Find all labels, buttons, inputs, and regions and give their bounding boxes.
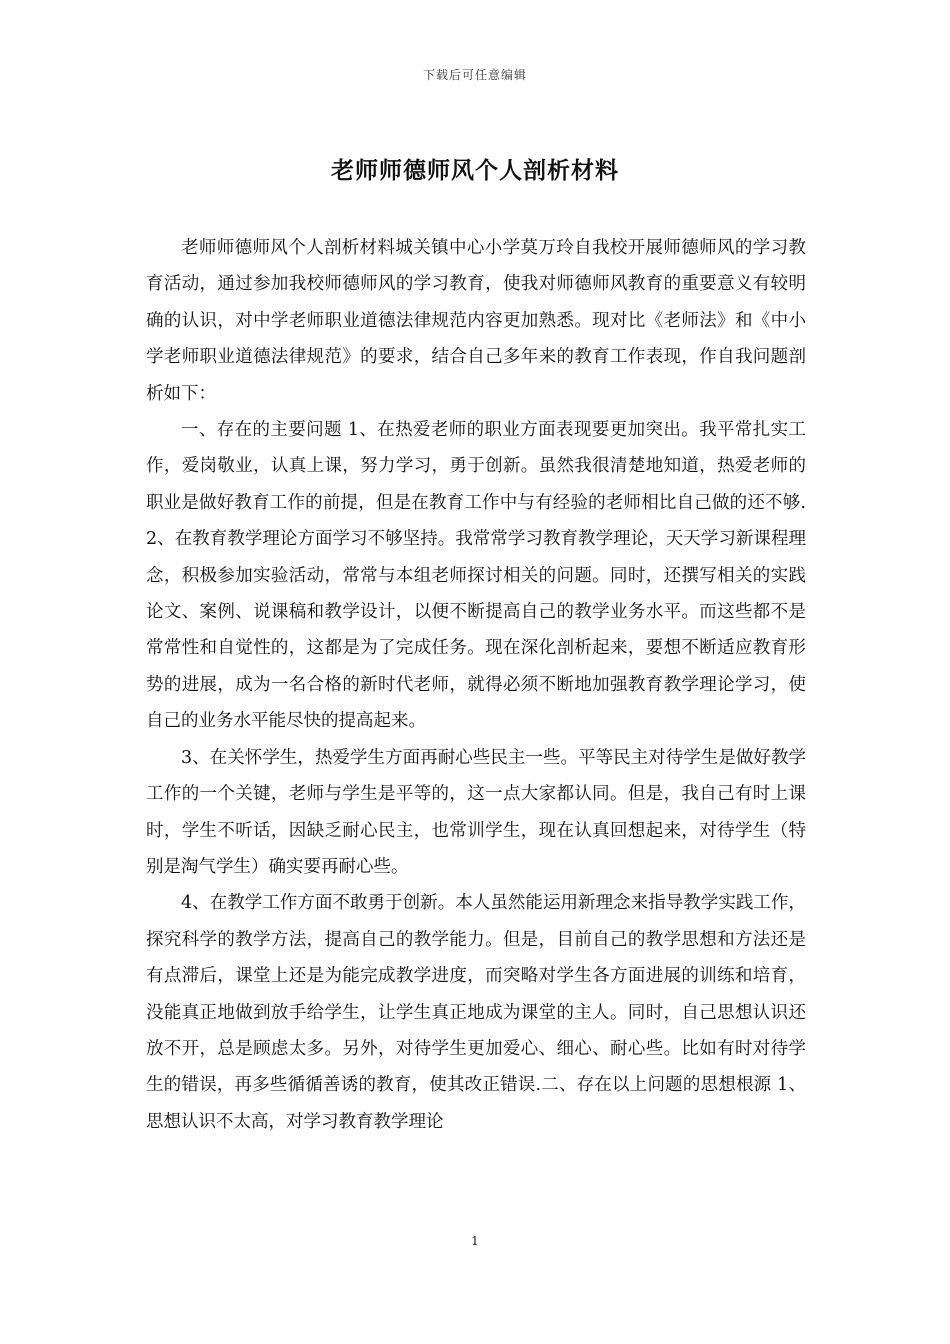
document-title: 老师师德师风个人剖析材料 xyxy=(331,157,619,184)
paragraph-teaching-innovation: 4、在教学工作方面不敢勇于创新。本人虽然能运用新理念来指导教学实践工作，探究科学的教学方法，提高自己的教学能力。但是，目前自己的教学思想和方法还是有点滞后，课堂上还是为能完成教学进度，而突略对学生各方面进展的训练和培育，没能真正地做到放手给学生，让学生真正地成为课堂的主人。同时，自己思想认识还放不开，总是顾虑太多。另外，对待学生更加爱心、细心、耐心些。比如有时对待学生的错误，再多些循循善诱的教育，使其改正错误.二、存在以上问题的思想根源 1、思想认识不太高，对学习教育教学理论 xyxy=(146,893,806,1132)
page-number: 1 xyxy=(471,1234,479,1248)
document-body xyxy=(146,230,806,1140)
paragraph-main-problems: 一、存在的主要问题 1、在热爱老师的职业方面表现要更加突出。我平常扎实工作，爱岗敬业，认真上课，努力学习，勇于创新。虽然我很清楚地知道，热爱老师的职业是做好教育工作的前提，但是在教育工作中与有经验的老师相比自己做的还不够.2、在教育教学理论方面学习不够坚持。我常常学习教育教学理论，天天学习新课程理念，积极参加实验活动，常常与本组老师探讨相关的问题。同时，还撰写相关的实践论文、案例、说课稿和教学设计，以便不断提高自己的教学业务水平。而这些都不是常常性和自觉性的，这都是为了完成任务。现在深化剖析起来，要想不断适应教育形势的进展，成为一名合格的新时代老师，就得必须不断地加强教育教学理论学习，使自己的业务水平能尽快的提高起来。 xyxy=(146,420,806,732)
paragraph-care-for-students: 3、在关怀学生，热爱学生方面再耐心些民主一些。平等民主对待学生是做好教学工作的一个关键，老师与学生是平等的，这一点大家都认同。但是，我自己有时上课时，学生不听话，因缺乏耐心民主，也常训学生，现在认真回想起来，对待学生（特别是淘气学生）确实要再耐心些。 xyxy=(146,747,806,877)
header-note: 下载后可任意编辑 xyxy=(422,68,527,82)
paragraph-intro: 老师师德师风个人剖析材料城关镇中心小学莫万玲自我校开展师德师风的学习教育活动，通过参加我校师德师风的学习教育，使我对师德师风教育的重要意义有较明确的认识，对中学老师职业道德法律规范内容更加熟悉。现对比《老师法》和《中小学老师职业道德法律规范》的要求，结合自己多年来的教育工作表现，作自我问题剖析如下： xyxy=(146,238,806,404)
